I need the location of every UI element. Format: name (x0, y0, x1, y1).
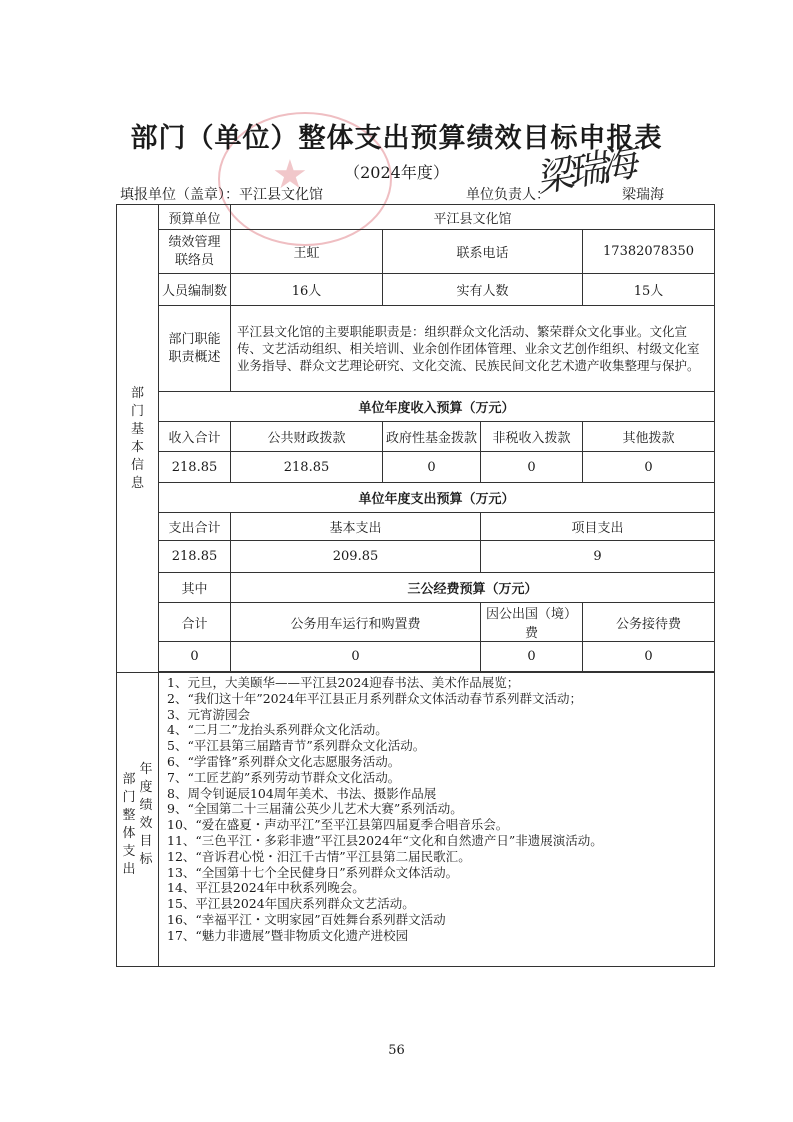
goal-item: 11、“三色平江・多彩非遗”平江县2024年“文化和自然遗产日”非遗展演活动。 (167, 832, 603, 848)
three-public-value: 0 (481, 642, 583, 672)
phone-label: 联系电话 (383, 230, 583, 274)
income-header: 收入合计 (159, 422, 231, 452)
expense-header: 项目支出 (481, 513, 715, 541)
signature: 梁瑞海 (532, 140, 635, 201)
page-title: 部门（单位）整体支出预算绩效目标申报表 (130, 123, 663, 154)
expense-title: 单位年度支出预算（万元） (159, 483, 715, 513)
duty-text: 平江县文化馆的主要职能职责是：组织群众文化活动、繁荣群众文化事业。文化宣传、文艺活动组织、相关培训、业余创作团体管理、业余文艺创作组织、村级文化室业务指导、群众文艺理论研究、文化交流、民族民间文化艺术遗产收集整理与保护。 (231, 306, 715, 392)
phone-value: 17382078350 (583, 230, 715, 274)
section-annual-goals: 部门整体支出 年度绩效目标 (117, 673, 159, 967)
goal-item: 8、周令钊诞辰104周年美术、书法、摄影作品展 (167, 785, 437, 801)
three-public-value: 0 (231, 642, 481, 672)
staff-actual-value: 15人 (583, 274, 715, 306)
goal-item: 10、“爱在盛夏・声动平江”至平江县第四届夏季合唱音乐会。 (167, 817, 509, 833)
contact-value: 王虹 (231, 230, 383, 274)
goal-item: 12、“音诉君心悦・汨江千古情”平江县第二届民歌汇。 (167, 848, 471, 864)
budget-table (116, 204, 715, 967)
expense-header: 基本支出 (231, 513, 481, 541)
among-label: 其中 (159, 573, 231, 603)
page-subtitle: （2024年度） (344, 163, 449, 182)
contact-label: 绩效管理联络员 (159, 230, 231, 274)
three-public-header: 因公出国（境）费 (481, 603, 583, 642)
goal-item: 3、元宵游园会 (167, 706, 250, 722)
goal-item: 15、平江县2024年国庆系列群众文艺活动。 (167, 896, 415, 912)
income-value: 0 (481, 452, 583, 483)
income-header: 非税收入拨款 (481, 422, 583, 452)
goal-item: 17、“魅力非遗展”暨非物质文化遗产进校园 (167, 927, 409, 943)
three-public-header: 公务接待费 (583, 603, 715, 642)
budget-unit-label: 预算单位 (159, 205, 231, 230)
goal-item: 4、“二月二”龙抬头系列群众文化活动。 (167, 722, 388, 738)
staff-quota-value: 16人 (231, 274, 383, 306)
three-public-header: 公务用车运行和购置费 (231, 603, 481, 642)
budget-unit-value: 平江县文化馆 (231, 205, 715, 230)
three-public-value: 0 (159, 642, 231, 672)
staff-quota-label: 人员编制数 (159, 274, 231, 306)
goal-item: 7、“工匠艺韵”系列劳动节群众文化活动。 (167, 769, 401, 785)
goal-item: 5、“平江县第三届踏青节”系列群众文化活动。 (167, 738, 426, 754)
goal-item: 9、“全国第二十三届蒲公英少儿艺术大赛”系列活动。 (167, 801, 463, 817)
seal-star-icon: ★ (272, 152, 308, 198)
annual-goals-list (159, 673, 715, 967)
income-value: 0 (583, 452, 715, 483)
three-public-title: 三公经费预算（万元） (231, 573, 715, 603)
expense-value: 209.85 (231, 541, 481, 573)
expense-value: 218.85 (159, 541, 231, 573)
three-public-value: 0 (583, 642, 715, 672)
expense-value: 9 (481, 541, 715, 573)
three-public-header: 合计 (159, 603, 231, 642)
income-header: 其他拨款 (583, 422, 715, 452)
income-value: 0 (383, 452, 481, 483)
goal-item: 16、“幸福平江・文明家园”百姓舞台系列群文活动 (167, 911, 446, 927)
income-header: 政府性基金拨款 (383, 422, 481, 452)
head-label: 单位负责人： (466, 187, 550, 203)
income-value: 218.85 (159, 452, 231, 483)
fill-unit: 填报单位（盖章）：平江县文化馆 (120, 187, 323, 203)
goal-item: 6、“学雷锋”系列群众文化志愿服务活动。 (167, 753, 401, 769)
section-basic-info: 部门基本信息 (117, 205, 159, 673)
goal-item: 13、“全国第十七个全民健身日”系列群众文体活动。 (167, 864, 459, 880)
income-header: 公共财政拨款 (231, 422, 383, 452)
expense-header: 支出合计 (159, 513, 231, 541)
duty-label: 部门职能职责概述 (159, 306, 231, 392)
staff-actual-label: 实有人数 (383, 274, 583, 306)
head-name: 梁瑞海 (622, 187, 664, 203)
goal-item: 14、平江县2024年中秋系列晚会。 (167, 880, 365, 896)
goal-item: 1、元旦，大美颐华——平江县2024迎春书法、美术作品展览； (167, 675, 520, 690)
page-number: 56 (388, 1043, 405, 1058)
goal-item: 2、“我们这十年”2024年平江县正月系列群众文体活动春节系列群文活动； (167, 690, 583, 706)
income-value: 218.85 (231, 452, 383, 483)
income-title: 单位年度收入预算（万元） (159, 392, 715, 422)
